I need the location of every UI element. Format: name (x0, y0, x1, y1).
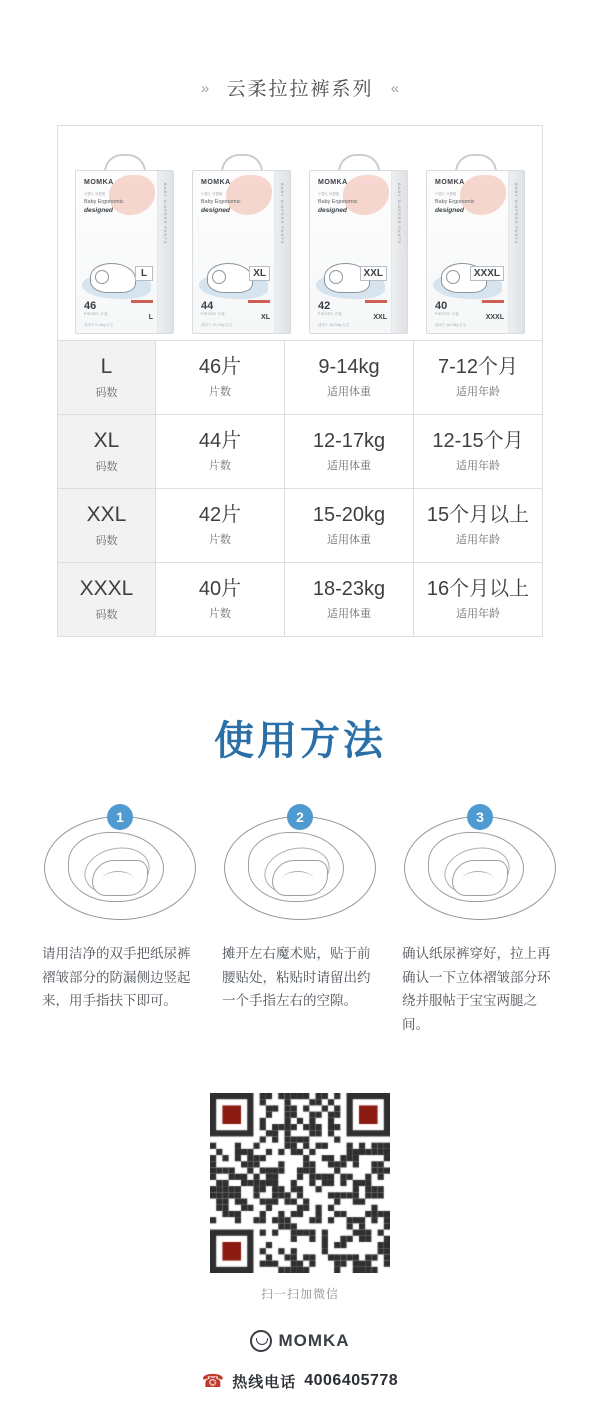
cell-main-text: 18-23kg (312, 578, 386, 600)
cell-main-text: 15个月以上 (426, 504, 530, 526)
cell-sub-text: 片数 (209, 460, 231, 472)
pack-size-badge: XXXL (470, 266, 504, 281)
pack-bottom-size: XL (261, 314, 270, 321)
table-cell-weight (285, 341, 414, 415)
spec-table (57, 340, 543, 637)
table-cell-age (414, 489, 543, 563)
pack-side-text: BABY DIAPERS PANTS (397, 183, 402, 245)
usage-steps (40, 808, 560, 1037)
step-number-badge: 1 (107, 804, 133, 830)
pack-count-sub: PIECES 片装 (318, 312, 343, 316)
step-illustration-icon (400, 808, 560, 926)
hotline-number[interactable]: 4006405778 (304, 1372, 399, 1389)
pack-decor-bar (482, 300, 504, 303)
pack-subbrand: 小婴儿 母婴级 (318, 192, 340, 196)
cell-sub-text: 适用体重 (327, 386, 371, 398)
pack-count-sub: PIECES 片装 (435, 312, 460, 316)
pack-decor-bar (248, 300, 270, 303)
step-hand-shape (92, 860, 148, 896)
cell-sub-text: 码数 (95, 534, 118, 547)
header-deco-right: « (390, 80, 400, 97)
cell-main-text: XXL (86, 503, 127, 527)
pack-body (426, 170, 525, 334)
hotline (0, 1371, 600, 1392)
step-number-badge: 3 (467, 804, 493, 830)
product-pack (73, 154, 176, 334)
table-cell-size (58, 341, 156, 415)
baby-illustration-icon (90, 263, 136, 293)
pack-line2: designed (201, 207, 230, 214)
pack-side-text: BABY DIAPERS PANTS (514, 183, 519, 245)
pack-size-badge: XL (249, 266, 270, 281)
usage-step (220, 808, 380, 1037)
pack-side-strip (157, 171, 173, 333)
table-cell-size (58, 563, 156, 637)
pack-line1: Baby Ergonomic (318, 199, 358, 205)
cell-sub-text: 适用体重 (327, 608, 371, 620)
pack-line1: Baby Ergonomic (435, 199, 475, 205)
pack-count-sub: PIECES 片装 (84, 312, 109, 316)
pack-count-number: 44 (201, 300, 214, 312)
pack-decor-bar (365, 300, 387, 303)
cell-main-text: L (100, 355, 113, 379)
pack-count-sub: PIECES 片装 (201, 312, 226, 316)
table-row (58, 341, 543, 415)
pack-subbrand: 小婴儿 母婴级 (201, 192, 223, 196)
table-cell-age (414, 563, 543, 637)
cell-main-text: XL (93, 429, 120, 453)
phone-icon: ☎ (201, 1371, 225, 1391)
logo-text: MOMKA (278, 1330, 350, 1350)
pack-brand: MOMKA (318, 179, 348, 186)
cell-main-text: 12-17kg (312, 430, 386, 452)
usage-step (40, 808, 200, 1037)
pack-decor-blob (460, 175, 506, 215)
step-description: 确认纸尿裤穿好，拉上再确认一下立体褶皱部分环绕并服帖于宝宝两腿之间。 (402, 946, 551, 1032)
cell-sub-text: 片数 (209, 608, 231, 620)
cell-main-text: 40片 (198, 578, 242, 600)
cell-sub-text: 适用年龄 (456, 386, 500, 398)
cell-sub-text: 适用年龄 (456, 534, 500, 546)
brand-logo (250, 1330, 349, 1352)
step-description: 摊开左右魔术贴，贴于前腰贴处，粘贴时请留出约一个手指左右的空隙。 (222, 946, 371, 1009)
pack-brand: MOMKA (84, 179, 114, 186)
pack-body (192, 170, 291, 334)
step-number-badge: 2 (287, 804, 313, 830)
pack-side-strip (508, 171, 524, 333)
table-cell-size (58, 489, 156, 563)
qr-caption: 扫一扫加微信 (260, 1286, 339, 1301)
pack-brand: MOMKA (435, 179, 465, 186)
cell-sub-text: 适用体重 (327, 460, 371, 472)
step-hand-shape (452, 860, 508, 896)
cell-main-text: 7-12个月 (437, 356, 519, 378)
pack-brand: MOMKA (201, 179, 231, 186)
pack-subbrand: 小婴儿 母婴级 (435, 192, 457, 196)
pack-body (75, 170, 174, 334)
usage-section-title: 使用方法 (214, 719, 386, 763)
pack-side-text: BABY DIAPERS PANTS (280, 183, 285, 245)
table-row (58, 489, 543, 563)
pack-count (84, 300, 108, 317)
step-description: 请用洁净的双手把纸尿裤褶皱部分的防漏侧边竖起来，用手指扶下即可。 (42, 946, 191, 1009)
pack-decor-bar (131, 300, 153, 303)
footer (0, 1330, 600, 1392)
pack-body (309, 170, 408, 334)
series-title-text: 云柔拉拉裤系列 (226, 79, 374, 100)
pack-subbrand: 小婴儿 母婴级 (84, 192, 106, 196)
pack-line1: Baby Ergonomic (201, 199, 241, 205)
cell-sub-text: 码数 (95, 460, 118, 473)
header-deco-left: » (200, 80, 210, 97)
pack-count (318, 300, 342, 317)
pack-count-number: 46 (84, 300, 97, 312)
cell-sub-text: 适用年龄 (456, 460, 500, 472)
table-cell-count (156, 415, 285, 489)
table-cell-weight (285, 563, 414, 637)
cell-sub-text: 码数 (95, 608, 118, 621)
pack-line2: designed (84, 207, 113, 214)
product-pack (190, 154, 293, 334)
pack-bottom-size: XXXL (485, 314, 504, 321)
cell-main-text: 15-20kg (312, 504, 386, 526)
cell-sub-text: 码数 (95, 386, 118, 399)
pack-side-text: BABY DIAPERS PANTS (163, 183, 168, 245)
pack-bottom-size: XXL (373, 314, 387, 321)
cell-main-text: 16个月以上 (426, 578, 530, 600)
table-cell-size (58, 415, 156, 489)
pack-line2: designed (435, 207, 464, 214)
cell-main-text: XXXL (79, 577, 134, 601)
cell-sub-text: 适用体重 (327, 534, 371, 546)
hotline-label: 热线电话 (232, 1373, 297, 1391)
cell-sub-text: 适用年龄 (456, 608, 500, 620)
table-cell-age (414, 415, 543, 489)
pack-count (435, 300, 459, 317)
pack-footnote: 适用于 12-17kg 宝宝 (201, 323, 233, 327)
table-cell-age (414, 341, 543, 415)
pack-footnote: 适用于 18-23kg 宝宝 (435, 323, 467, 327)
table-cell-count (156, 341, 285, 415)
table-cell-weight (285, 489, 414, 563)
qr-section (210, 1093, 390, 1302)
pack-footnote: 适用于 9-14kg 宝宝 (84, 323, 114, 327)
table-cell-count (156, 489, 285, 563)
table-cell-weight (285, 415, 414, 489)
pack-count (201, 300, 225, 317)
cell-main-text: 46片 (198, 356, 242, 378)
product-pack (424, 154, 527, 334)
step-illustration-icon (220, 808, 380, 926)
table-cell-count (156, 563, 285, 637)
pack-line2: designed (318, 207, 347, 214)
pack-decor-blob (109, 175, 155, 215)
pack-footnote: 适用于 15-20kg 宝宝 (318, 323, 350, 327)
qr-code-image (210, 1093, 390, 1273)
table-row (58, 415, 543, 489)
logo-mark-icon (250, 1330, 272, 1352)
baby-illustration-icon (207, 263, 253, 293)
product-pack (307, 154, 410, 334)
pack-decor-blob (343, 175, 389, 215)
cell-main-text: 9-14kg (318, 356, 380, 378)
cell-sub-text: 片数 (209, 534, 231, 546)
pack-line1: Baby Ergonomic (84, 199, 124, 205)
step-illustration-icon (40, 808, 200, 926)
page-title (0, 0, 600, 101)
cell-main-text: 42片 (198, 504, 242, 526)
pack-side-strip (391, 171, 407, 333)
pack-size-badge: L (135, 266, 153, 281)
pack-side-strip (274, 171, 290, 333)
pack-count-number: 42 (318, 300, 331, 312)
pack-count-number: 40 (435, 300, 448, 312)
cell-main-text: 44片 (198, 430, 242, 452)
pack-bottom-size: L (148, 314, 153, 321)
pack-size-badge: XXL (360, 266, 387, 281)
cell-main-text: 12-15个月 (432, 430, 524, 452)
step-hand-shape (272, 860, 328, 896)
cell-sub-text: 片数 (209, 386, 231, 398)
table-row (58, 563, 543, 637)
usage-step (400, 808, 560, 1037)
product-image-panel (57, 125, 543, 340)
pack-decor-blob (226, 175, 272, 215)
